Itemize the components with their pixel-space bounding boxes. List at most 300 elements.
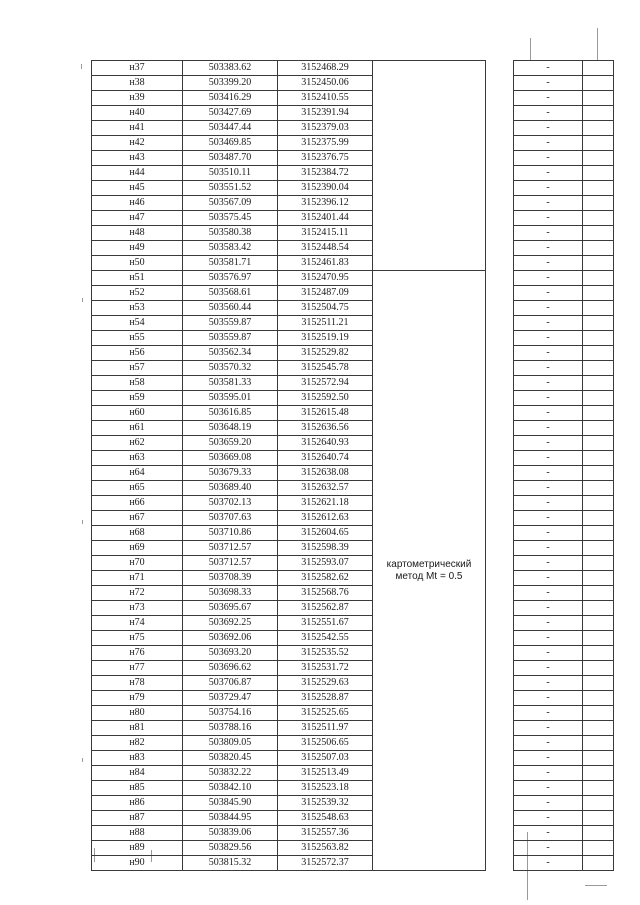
- method-name: картометрический: [386, 558, 472, 570]
- table-row: [92, 226, 614, 241]
- accuracy-mark-cell: -: [514, 766, 583, 781]
- point-id-cell: н79: [92, 691, 183, 706]
- blank-cell: [486, 436, 514, 451]
- table-row: [92, 541, 614, 556]
- table-row: [92, 61, 614, 76]
- blank-cell: [583, 91, 614, 106]
- table-row: [92, 751, 614, 766]
- point-id-cell: н52: [92, 286, 183, 301]
- blank-cell: [486, 496, 514, 511]
- accuracy-mark-cell: -: [514, 526, 583, 541]
- accuracy-mark-cell: -: [514, 151, 583, 166]
- blank-cell: [486, 406, 514, 421]
- x-coordinate-cell: 503710.86: [183, 526, 278, 541]
- blank-cell: [583, 316, 614, 331]
- point-id-cell: н41: [92, 121, 183, 136]
- blank-cell: [583, 271, 614, 286]
- blank-cell: [583, 76, 614, 91]
- blank-cell: [486, 781, 514, 796]
- point-id-cell: н62: [92, 436, 183, 451]
- blank-cell: [583, 346, 614, 361]
- blank-cell: [486, 91, 514, 106]
- blank-cell: [486, 811, 514, 826]
- blank-cell: [486, 556, 514, 571]
- point-id-cell: н51: [92, 271, 183, 286]
- accuracy-mark-cell: -: [514, 466, 583, 481]
- x-coordinate-cell: 503567.09: [183, 196, 278, 211]
- blank-cell: [583, 376, 614, 391]
- accuracy-mark-cell: -: [514, 691, 583, 706]
- point-id-cell: н76: [92, 646, 183, 661]
- x-coordinate-cell: 503595.01: [183, 391, 278, 406]
- method-cell-upper: [373, 61, 486, 271]
- x-coordinate-cell: 503707.63: [183, 511, 278, 526]
- scan-mark: [82, 298, 83, 302]
- x-coordinate-cell: 503487.70: [183, 151, 278, 166]
- table-row: [92, 301, 614, 316]
- y-coordinate-cell: 3152572.94: [278, 376, 373, 391]
- point-id-cell: н86: [92, 796, 183, 811]
- blank-cell: [486, 841, 514, 856]
- x-coordinate-cell: 503689.40: [183, 481, 278, 496]
- accuracy-mark-cell: -: [514, 121, 583, 136]
- accuracy-mark-cell: -: [514, 631, 583, 646]
- blank-cell: [486, 391, 514, 406]
- x-coordinate-cell: 503583.42: [183, 241, 278, 256]
- table-row: [92, 526, 614, 541]
- blank-cell: [486, 271, 514, 286]
- y-coordinate-cell: 3152507.03: [278, 751, 373, 766]
- blank-cell: [583, 721, 614, 736]
- point-id-cell: н69: [92, 541, 183, 556]
- x-coordinate-cell: 503712.57: [183, 541, 278, 556]
- scan-mark: [585, 885, 607, 886]
- blank-cell: [583, 856, 614, 871]
- accuracy-mark-cell: -: [514, 706, 583, 721]
- table-row: [92, 316, 614, 331]
- blank-cell: [583, 496, 614, 511]
- x-coordinate-cell: 503729.47: [183, 691, 278, 706]
- point-id-cell: н77: [92, 661, 183, 676]
- point-id-cell: н65: [92, 481, 183, 496]
- y-coordinate-cell: 3152376.75: [278, 151, 373, 166]
- blank-cell: [486, 481, 514, 496]
- blank-cell: [486, 151, 514, 166]
- table-row: [92, 721, 614, 736]
- point-id-cell: н37: [92, 61, 183, 76]
- blank-cell: [486, 106, 514, 121]
- blank-cell: [583, 406, 614, 421]
- table-row: [92, 706, 614, 721]
- accuracy-mark-cell: -: [514, 301, 583, 316]
- blank-cell: [486, 526, 514, 541]
- accuracy-mark-cell: -: [514, 751, 583, 766]
- accuracy-mark-cell: -: [514, 106, 583, 121]
- blank-cell: [486, 721, 514, 736]
- x-coordinate-cell: 503695.67: [183, 601, 278, 616]
- x-coordinate-cell: 503427.69: [183, 106, 278, 121]
- x-coordinate-cell: 503809.05: [183, 736, 278, 751]
- table-row: [92, 241, 614, 256]
- blank-cell: [583, 211, 614, 226]
- point-id-cell: н84: [92, 766, 183, 781]
- y-coordinate-cell: 3152401.44: [278, 211, 373, 226]
- y-coordinate-cell: 3152535.52: [278, 646, 373, 661]
- blank-cell: [583, 181, 614, 196]
- accuracy-mark-cell: -: [514, 91, 583, 106]
- point-id-cell: н70: [92, 556, 183, 571]
- table-row: [92, 436, 614, 451]
- point-id-cell: н50: [92, 256, 183, 271]
- y-coordinate-cell: 3152638.08: [278, 466, 373, 481]
- table-row: [92, 796, 614, 811]
- point-id-cell: н40: [92, 106, 183, 121]
- blank-cell: [486, 856, 514, 871]
- blank-cell: [583, 121, 614, 136]
- blank-cell: [583, 706, 614, 721]
- accuracy-mark-cell: -: [514, 826, 583, 841]
- blank-cell: [583, 691, 614, 706]
- point-id-cell: н78: [92, 676, 183, 691]
- blank-cell: [583, 136, 614, 151]
- blank-cell: [583, 601, 614, 616]
- y-coordinate-cell: 3152511.21: [278, 316, 373, 331]
- blank-cell: [583, 436, 614, 451]
- point-id-cell: н56: [92, 346, 183, 361]
- accuracy-mark-cell: -: [514, 436, 583, 451]
- point-id-cell: н88: [92, 826, 183, 841]
- table-row: [92, 571, 614, 586]
- y-coordinate-cell: 3152504.75: [278, 301, 373, 316]
- x-coordinate-cell: 503568.61: [183, 286, 278, 301]
- y-coordinate-cell: 3152375.99: [278, 136, 373, 151]
- point-id-cell: н71: [92, 571, 183, 586]
- blank-cell: [583, 571, 614, 586]
- table-row: [92, 841, 614, 856]
- x-coordinate-cell: 503788.16: [183, 721, 278, 736]
- y-coordinate-cell: 3152470.95: [278, 271, 373, 286]
- accuracy-mark-cell: -: [514, 856, 583, 871]
- blank-cell: [583, 676, 614, 691]
- x-coordinate-cell: 503648.19: [183, 421, 278, 436]
- point-id-cell: н59: [92, 391, 183, 406]
- accuracy-mark-cell: -: [514, 391, 583, 406]
- blank-cell: [486, 136, 514, 151]
- table-row: [92, 736, 614, 751]
- table-row: [92, 376, 614, 391]
- x-coordinate-cell: 503702.13: [183, 496, 278, 511]
- table-row: [92, 136, 614, 151]
- method-accuracy: метод Mt = 0.5: [395, 570, 463, 582]
- table-row: [92, 856, 614, 871]
- scan-mark: [82, 758, 83, 762]
- y-coordinate-cell: 3152523.18: [278, 781, 373, 796]
- y-coordinate-cell: 3152529.63: [278, 676, 373, 691]
- accuracy-mark-cell: -: [514, 181, 583, 196]
- accuracy-mark-cell: -: [514, 601, 583, 616]
- table-row: [92, 616, 614, 631]
- accuracy-mark-cell: -: [514, 226, 583, 241]
- point-id-cell: н83: [92, 751, 183, 766]
- blank-cell: [583, 196, 614, 211]
- y-coordinate-cell: 3152592.50: [278, 391, 373, 406]
- table-row: [92, 196, 614, 211]
- blank-cell: [486, 61, 514, 76]
- blank-cell: [486, 661, 514, 676]
- accuracy-mark-cell: -: [514, 406, 583, 421]
- accuracy-mark-cell: -: [514, 316, 583, 331]
- scan-mark: [81, 64, 82, 69]
- y-coordinate-cell: 3152539.32: [278, 796, 373, 811]
- table-row: [92, 511, 614, 526]
- x-coordinate-cell: 503616.85: [183, 406, 278, 421]
- point-id-cell: н38: [92, 76, 183, 91]
- accuracy-mark-cell: -: [514, 196, 583, 211]
- x-coordinate-cell: 503399.20: [183, 76, 278, 91]
- x-coordinate-cell: 503842.10: [183, 781, 278, 796]
- accuracy-mark-cell: -: [514, 481, 583, 496]
- table-row: [92, 586, 614, 601]
- x-coordinate-cell: 503551.52: [183, 181, 278, 196]
- blank-cell: [583, 661, 614, 676]
- table-row: [92, 691, 614, 706]
- blank-cell: [583, 256, 614, 271]
- x-coordinate-cell: 503580.38: [183, 226, 278, 241]
- blank-cell: [486, 211, 514, 226]
- blank-cell: [486, 586, 514, 601]
- blank-cell: [486, 226, 514, 241]
- blank-cell: [583, 301, 614, 316]
- y-coordinate-cell: 3152557.36: [278, 826, 373, 841]
- blank-cell: [583, 166, 614, 181]
- accuracy-mark-cell: -: [514, 736, 583, 751]
- blank-cell: [583, 511, 614, 526]
- blank-cell: [583, 781, 614, 796]
- y-coordinate-cell: 3152529.82: [278, 346, 373, 361]
- y-coordinate-cell: 3152568.76: [278, 586, 373, 601]
- blank-cell: [486, 331, 514, 346]
- table-row: [92, 451, 614, 466]
- x-coordinate-cell: 503659.20: [183, 436, 278, 451]
- blank-cell: [486, 451, 514, 466]
- x-coordinate-cell: 503693.20: [183, 646, 278, 661]
- blank-cell: [486, 256, 514, 271]
- table-row: [92, 151, 614, 166]
- table-row: [92, 271, 614, 286]
- blank-cell: [486, 181, 514, 196]
- blank-cell: [583, 361, 614, 376]
- accuracy-mark-cell: -: [514, 796, 583, 811]
- table-row: [92, 211, 614, 226]
- x-coordinate-cell: 503708.39: [183, 571, 278, 586]
- blank-cell: [583, 151, 614, 166]
- blank-cell: [583, 646, 614, 661]
- point-id-cell: н81: [92, 721, 183, 736]
- y-coordinate-cell: 3152542.55: [278, 631, 373, 646]
- accuracy-mark-cell: -: [514, 781, 583, 796]
- x-coordinate-cell: 503560.44: [183, 301, 278, 316]
- table-row: [92, 346, 614, 361]
- y-coordinate-cell: 3152632.57: [278, 481, 373, 496]
- accuracy-mark-cell: -: [514, 676, 583, 691]
- accuracy-mark-cell: -: [514, 376, 583, 391]
- x-coordinate-cell: 503698.33: [183, 586, 278, 601]
- point-id-cell: н73: [92, 601, 183, 616]
- y-coordinate-cell: 3152563.82: [278, 841, 373, 856]
- point-id-cell: н44: [92, 166, 183, 181]
- x-coordinate-cell: 503832.22: [183, 766, 278, 781]
- y-coordinate-cell: 3152448.54: [278, 241, 373, 256]
- accuracy-mark-cell: -: [514, 661, 583, 676]
- accuracy-mark-cell: -: [514, 616, 583, 631]
- y-coordinate-cell: 3152410.55: [278, 91, 373, 106]
- y-coordinate-cell: 3152384.72: [278, 166, 373, 181]
- blank-cell: [583, 241, 614, 256]
- accuracy-mark-cell: -: [514, 166, 583, 181]
- blank-cell: [583, 616, 614, 631]
- accuracy-mark-cell: -: [514, 421, 583, 436]
- accuracy-mark-cell: -: [514, 496, 583, 511]
- blank-cell: [583, 466, 614, 481]
- point-id-cell: н68: [92, 526, 183, 541]
- x-coordinate-cell: 503692.25: [183, 616, 278, 631]
- blank-cell: [583, 481, 614, 496]
- blank-cell: [486, 166, 514, 181]
- x-coordinate-cell: 503696.62: [183, 661, 278, 676]
- blank-cell: [486, 826, 514, 841]
- y-coordinate-cell: 3152545.78: [278, 361, 373, 376]
- point-id-cell: н45: [92, 181, 183, 196]
- table-row: [92, 766, 614, 781]
- point-id-cell: н49: [92, 241, 183, 256]
- x-coordinate-cell: 503559.87: [183, 331, 278, 346]
- point-id-cell: н48: [92, 226, 183, 241]
- y-coordinate-cell: 3152519.19: [278, 331, 373, 346]
- blank-cell: [486, 301, 514, 316]
- x-coordinate-cell: 503692.06: [183, 631, 278, 646]
- point-id-cell: н66: [92, 496, 183, 511]
- blank-cell: [486, 646, 514, 661]
- table-row: [92, 631, 614, 646]
- blank-cell: [583, 61, 614, 76]
- accuracy-mark-cell: -: [514, 331, 583, 346]
- blank-cell: [486, 751, 514, 766]
- y-coordinate-cell: 3152615.48: [278, 406, 373, 421]
- point-id-cell: н82: [92, 736, 183, 751]
- table-row: [92, 286, 614, 301]
- point-id-cell: н63: [92, 451, 183, 466]
- x-coordinate-cell: 503416.29: [183, 91, 278, 106]
- point-id-cell: н90: [92, 856, 183, 871]
- blank-cell: [583, 286, 614, 301]
- x-coordinate-cell: 503383.62: [183, 61, 278, 76]
- blank-cell: [583, 331, 614, 346]
- accuracy-mark-cell: -: [514, 76, 583, 91]
- blank-cell: [583, 826, 614, 841]
- x-coordinate-cell: 503469.85: [183, 136, 278, 151]
- table-row: [92, 106, 614, 121]
- y-coordinate-cell: 3152415.11: [278, 226, 373, 241]
- y-coordinate-cell: 3152468.29: [278, 61, 373, 76]
- y-coordinate-cell: 3152531.72: [278, 661, 373, 676]
- table-row: [92, 466, 614, 481]
- blank-cell: [583, 391, 614, 406]
- y-coordinate-cell: 3152593.07: [278, 556, 373, 571]
- blank-cell: [583, 796, 614, 811]
- blank-cell: [486, 676, 514, 691]
- scan-mark: [530, 38, 531, 60]
- y-coordinate-cell: 3152379.03: [278, 121, 373, 136]
- blank-cell: [583, 631, 614, 646]
- table-row: [92, 121, 614, 136]
- blank-cell: [486, 571, 514, 586]
- accuracy-mark-cell: -: [514, 256, 583, 271]
- blank-cell: [486, 511, 514, 526]
- x-coordinate-cell: 503562.34: [183, 346, 278, 361]
- point-id-cell: н60: [92, 406, 183, 421]
- blank-cell: [583, 226, 614, 241]
- accuracy-mark-cell: -: [514, 136, 583, 151]
- y-coordinate-cell: 3152621.18: [278, 496, 373, 511]
- point-id-cell: н46: [92, 196, 183, 211]
- blank-cell: [486, 736, 514, 751]
- accuracy-mark-cell: -: [514, 841, 583, 856]
- point-id-cell: н74: [92, 616, 183, 631]
- y-coordinate-cell: 3152390.04: [278, 181, 373, 196]
- table-row: [92, 361, 614, 376]
- point-id-cell: н64: [92, 466, 183, 481]
- blank-cell: [583, 106, 614, 121]
- x-coordinate-cell: 503510.11: [183, 166, 278, 181]
- point-id-cell: н39: [92, 91, 183, 106]
- point-id-cell: н57: [92, 361, 183, 376]
- y-coordinate-cell: 3152598.39: [278, 541, 373, 556]
- point-id-cell: н54: [92, 316, 183, 331]
- table-row: [92, 496, 614, 511]
- blank-cell: [486, 376, 514, 391]
- table-row: [92, 601, 614, 616]
- point-id-cell: н47: [92, 211, 183, 226]
- x-coordinate-cell: 503669.08: [183, 451, 278, 466]
- x-coordinate-cell: 503581.71: [183, 256, 278, 271]
- accuracy-mark-cell: -: [514, 241, 583, 256]
- blank-cell: [486, 466, 514, 481]
- table-row: [92, 406, 614, 421]
- blank-cell: [486, 121, 514, 136]
- y-coordinate-cell: 3152612.63: [278, 511, 373, 526]
- blank-cell: [486, 316, 514, 331]
- blank-cell: [486, 706, 514, 721]
- table-row: [92, 661, 614, 676]
- blank-cell: [583, 586, 614, 601]
- blank-cell: [486, 361, 514, 376]
- y-coordinate-cell: 3152551.67: [278, 616, 373, 631]
- table-row: [92, 481, 614, 496]
- blank-cell: [486, 766, 514, 781]
- table-row: [92, 91, 614, 106]
- y-coordinate-cell: 3152525.65: [278, 706, 373, 721]
- y-coordinate-cell: 3152461.83: [278, 256, 373, 271]
- y-coordinate-cell: 3152396.12: [278, 196, 373, 211]
- accuracy-mark-cell: -: [514, 286, 583, 301]
- x-coordinate-cell: 503447.44: [183, 121, 278, 136]
- x-coordinate-cell: 503559.87: [183, 316, 278, 331]
- coordinates-table-body: [92, 61, 614, 871]
- table-row: [92, 331, 614, 346]
- x-coordinate-cell: 503679.33: [183, 466, 278, 481]
- y-coordinate-cell: 3152513.49: [278, 766, 373, 781]
- blank-cell: [486, 631, 514, 646]
